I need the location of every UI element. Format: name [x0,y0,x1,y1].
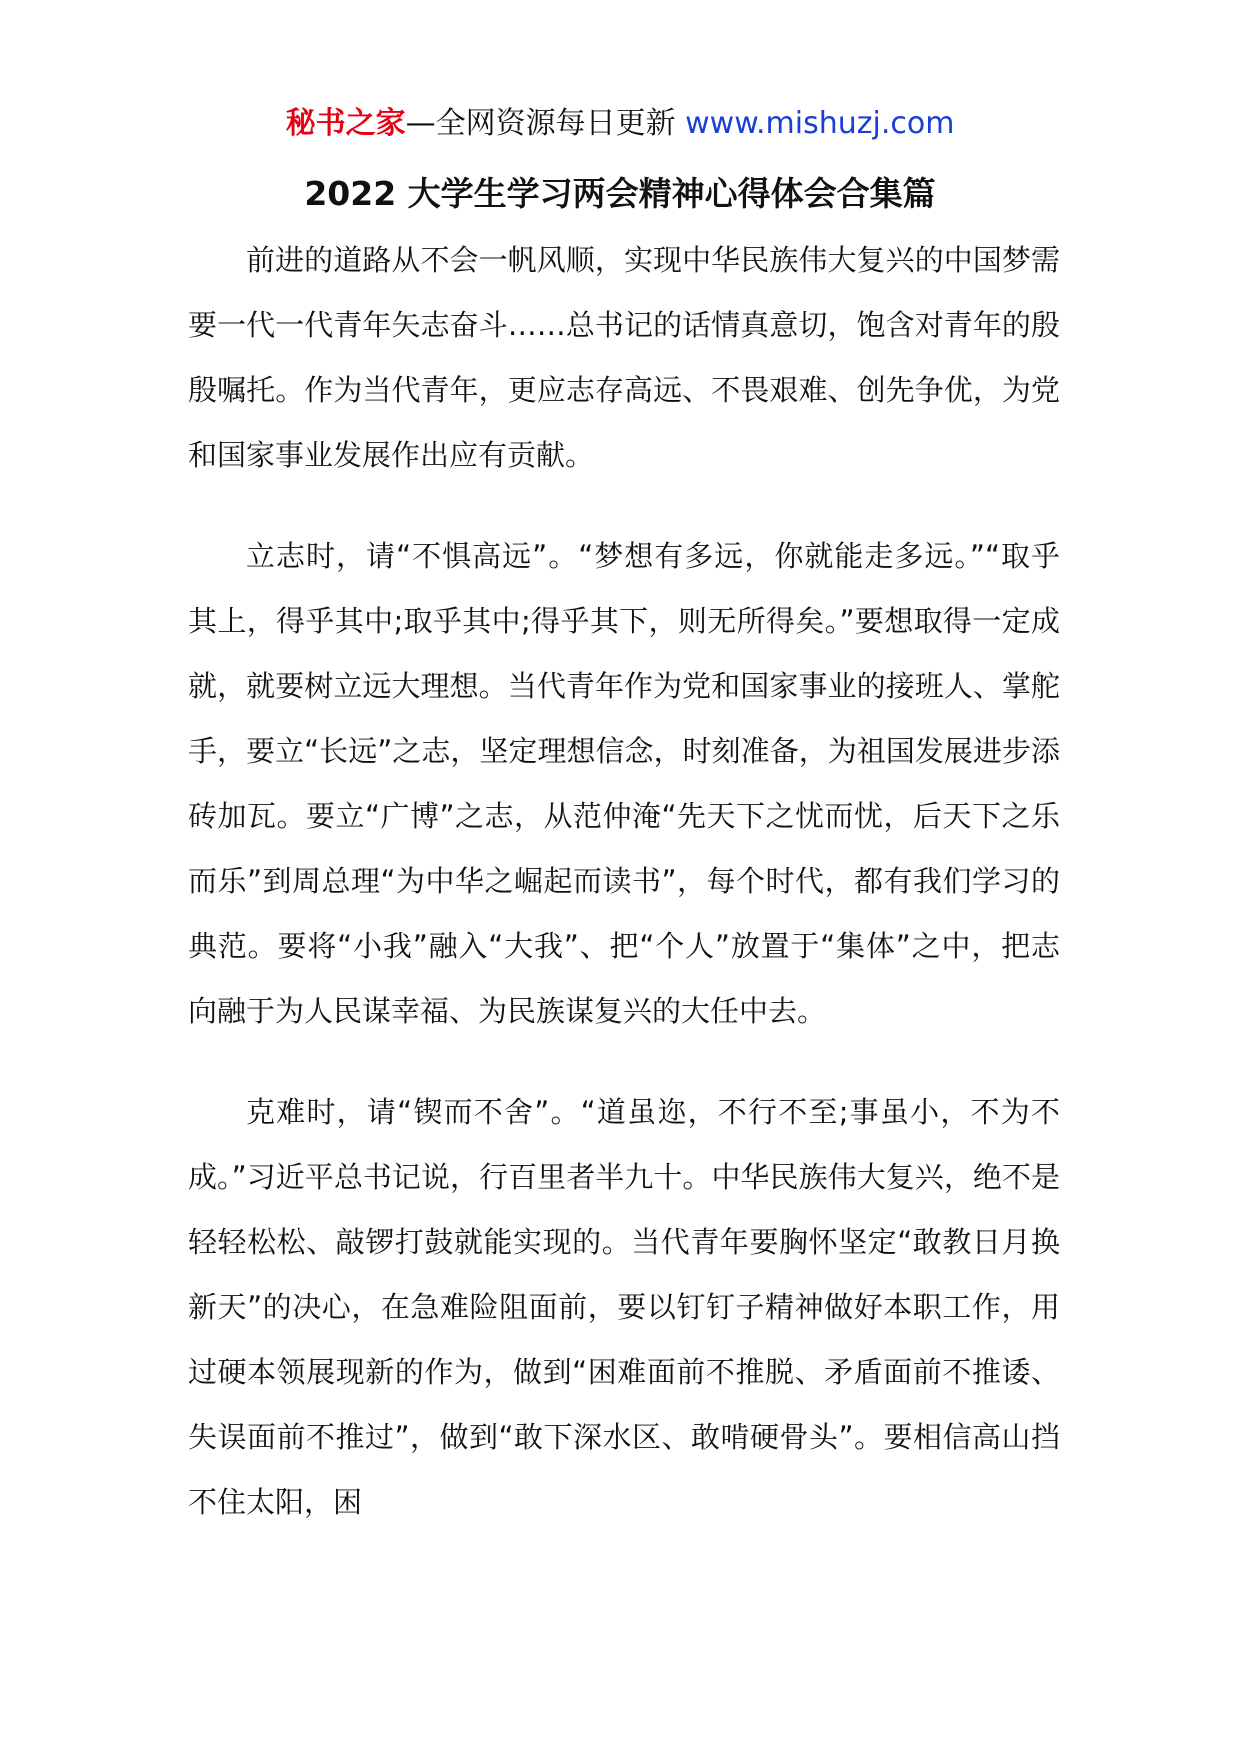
header-tagline: —全网资源每日更新 [405,106,686,141]
paragraph-intro: 前进的道路从不会一帆风顺，实现中华民族伟大复兴的中国梦需要一代一代青年矢志奋斗……总书记的话情真意切，饱含对青年的殷殷嘱托。作为当代青年，更应志存高远、不畏艰难、创先争优，为党和国家事业发展作出应有贡献。 [188,243,1060,472]
site-header [0,100,1240,148]
document-title: 2022 大学生学习两会精神心得体会合集篇 [304,174,936,213]
paragraph-perseverance: 克难时，请“锲而不舍”。“道虽迩，不行不至;事虽小，不为不成。”习近平总书记说，行百里者半九十。中华民族伟大复兴，绝不是轻轻松松、敲锣打鼓就能实现的。当代青年要胸怀坚定“敢教日月换新天”的决心，在急难险阻面前，要以钉钉子精神做好本职工作，用过硬本领展现新的作为，做到“困难面前不推脱、矛盾面前不推诿、失误面前不推过”，做到“敢下深水区、敢啃硬骨头”。要相信高山挡不住太阳，困 [188,1095,1060,1519]
brand-name: 秘书之家 [285,106,406,141]
document-body [188,228,1060,1571]
paragraph-aspiration: 立志时，请“不惧高远”。“梦想有多远，你就能走多远。”“取乎其上，得乎其中;取乎其中;得乎其下，则无所得矣。”要想取得一定成就，就要树立远大理想。当代青年作为党和国家事业的接班人、掌舵手，要立“长远”之志，坚定理想信念，时刻准备，为祖国发展进步添砖加瓦。要立“广博”之志，从范仲淹“先天下之忧而忧，后天下之乐而乐”到周总理“为中华之崛起而读书”，每个时代，都有我们学习的典范。要将“小我”融入“大我”、把“个人”放置于“集体”之中，把志向融于为人民谋幸福、为民族谋复兴的大任中去。 [188,539,1060,1028]
site-url-link[interactable]: www.mishuzj.com [685,106,955,141]
